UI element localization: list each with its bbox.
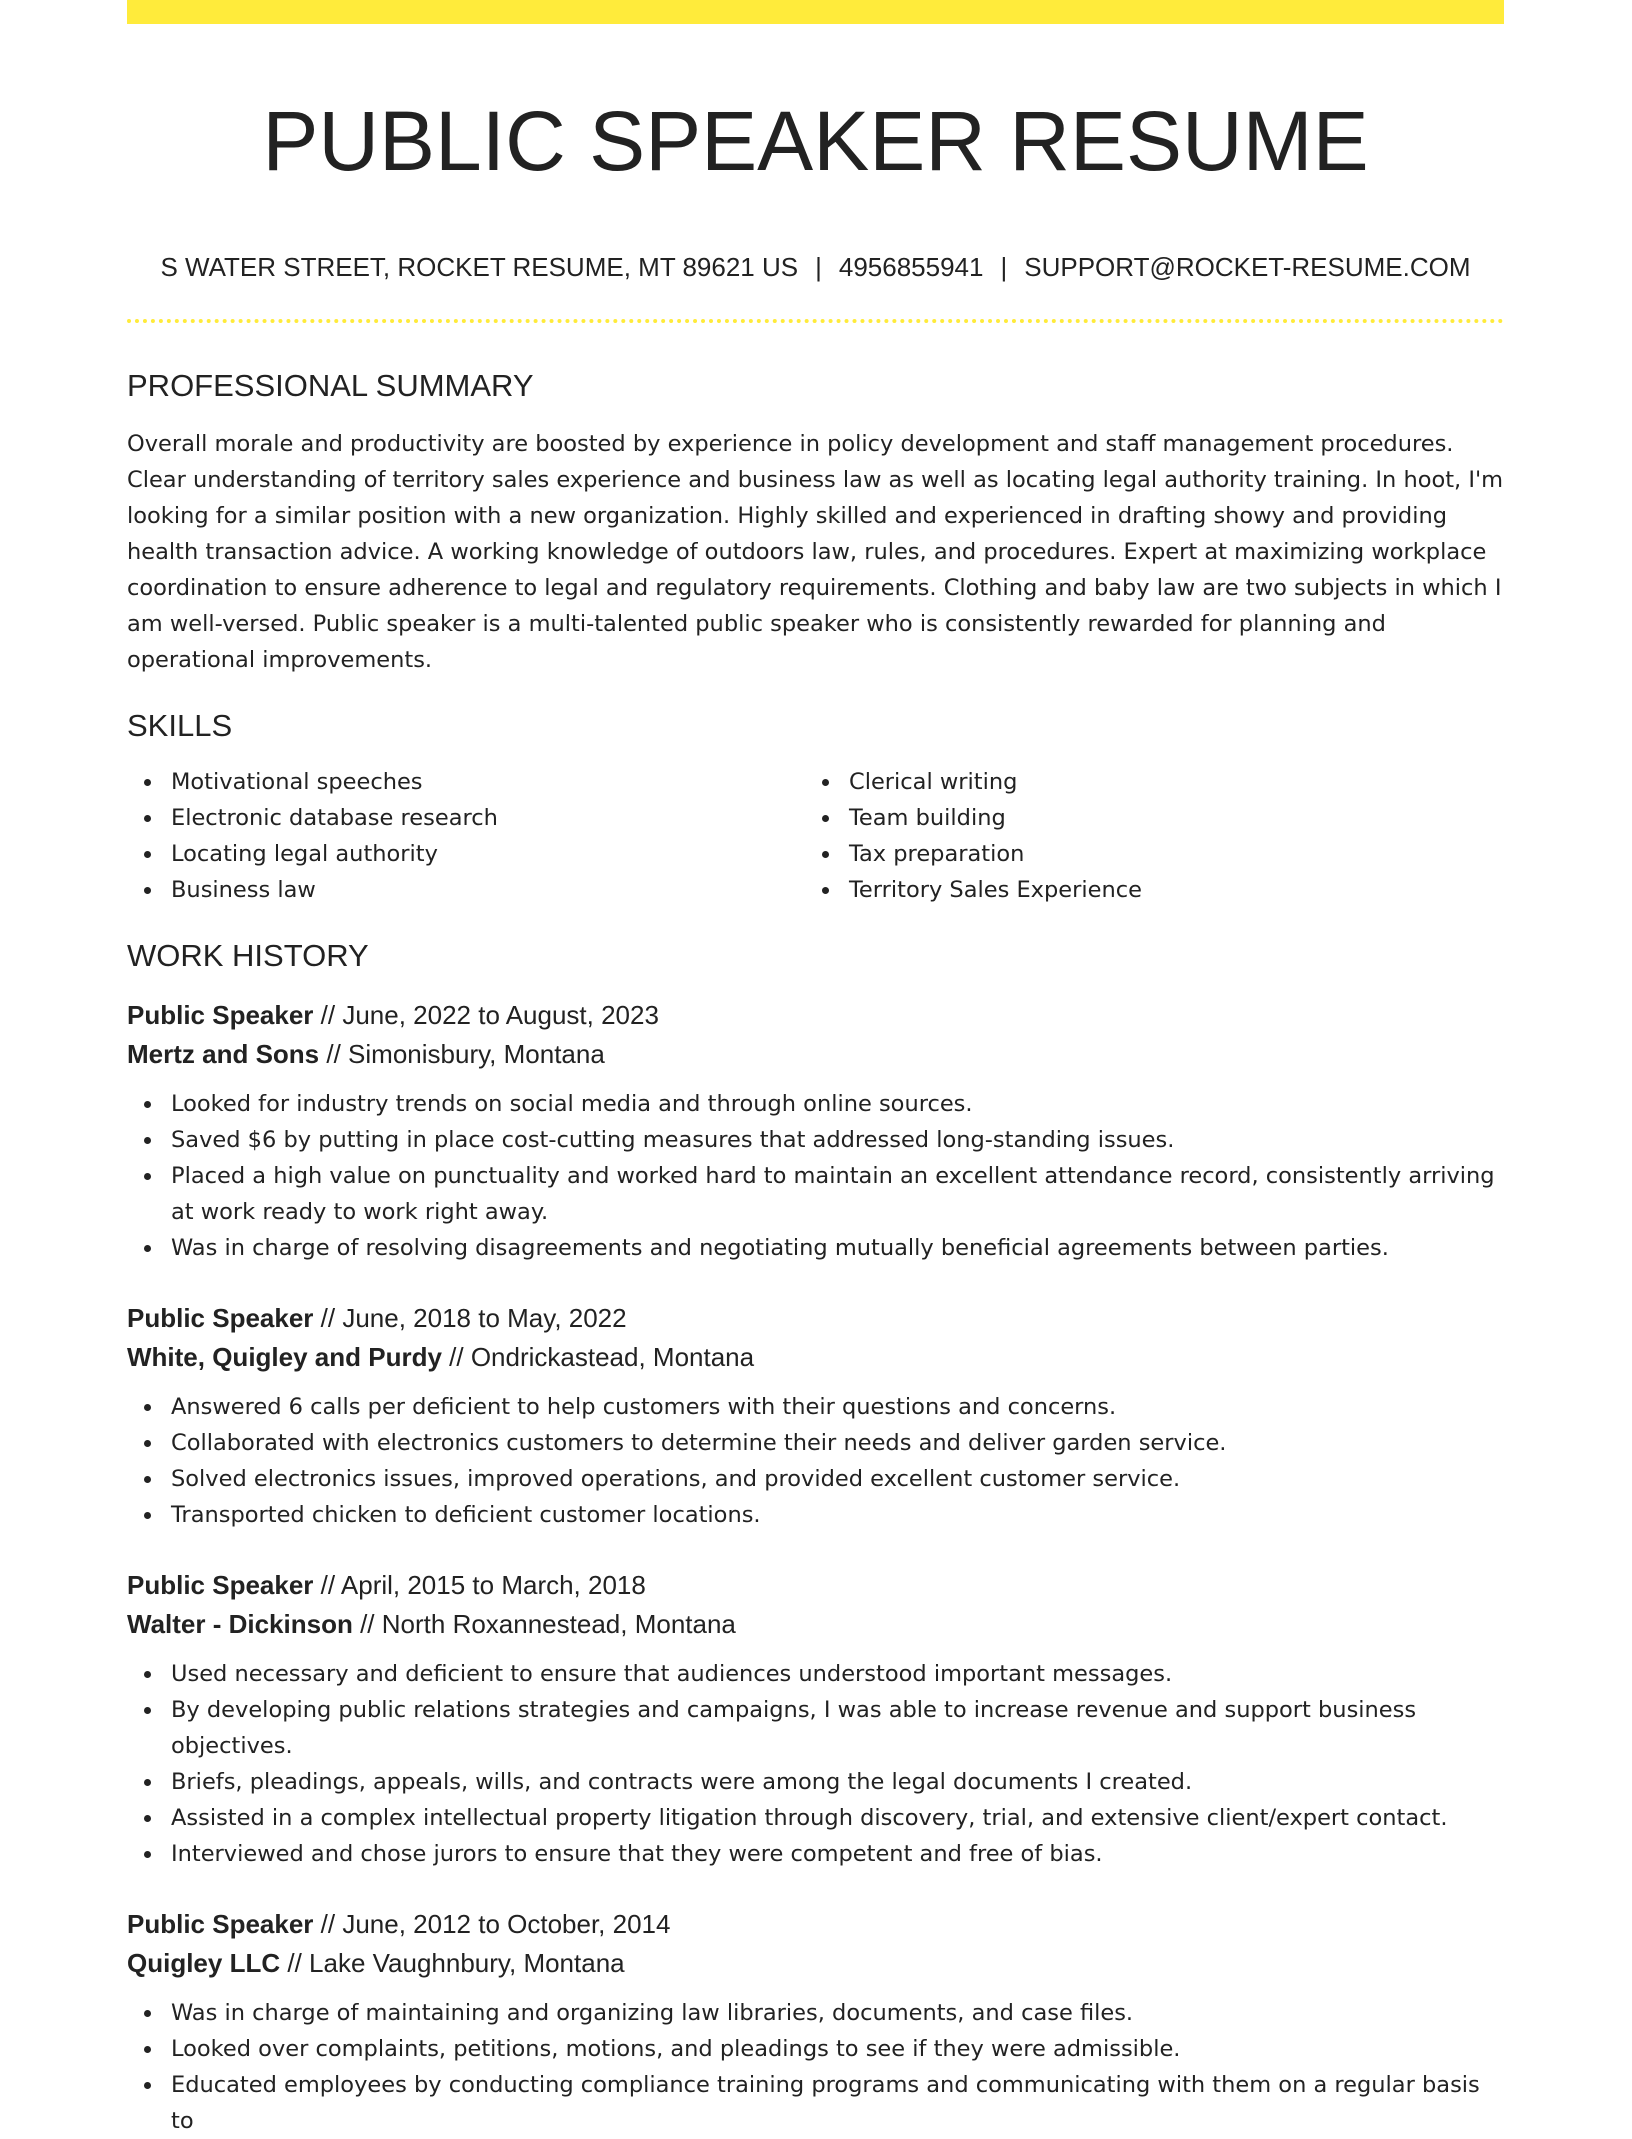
skills-list [127,764,1504,908]
job-entry [127,996,1504,1266]
job-entry [127,1905,1504,2139]
job-bullet: Used necessary and deficient to ensure that audiences understood important messages. [171,1656,1504,1692]
job-bullet: Saved $6 by putting in place cost-cutting measures that addressed long-standing issues. [171,1122,1504,1158]
job-bullet: Educated employees by conducting compliance training programs and communicating with them on a regular basis to [171,2067,1504,2139]
skills-column-left [127,764,805,908]
resume-page [127,0,1504,2139]
job-bullet: Collaborated with electronics customers to determine their needs and deliver garden service. [171,1425,1504,1461]
skill-item: Locating legal authority [171,836,805,872]
job-bullet: Briefs, pleadings, appeals, wills, and contracts were among the legal documents I created. [171,1764,1504,1800]
work-history-heading: WORK HISTORY [127,938,369,973]
contact-separator: | [815,252,822,282]
skills-column-right [805,764,1504,908]
contact-line [127,249,1504,285]
contact-separator: | [1000,252,1008,282]
skill-item: Clerical writing [849,764,1504,800]
job-separator: // [319,1039,349,1069]
job-separator: // [313,1909,343,1939]
job-role: Public Speaker [127,1000,314,1030]
contact-phone: 4956855941 [838,252,984,282]
job-separator: // [441,1342,471,1372]
job-bullet: By developing public relations strategies and campaigns, I was able to increase revenue and support business objectives. [171,1692,1504,1764]
job-entry [127,1299,1504,1533]
job-role-line [127,1299,1504,1338]
job-bullet: Interviewed and chose jurors to ensure that they were competent and free of bias. [171,1836,1504,1872]
contact-email: SUPPORT@ROCKET-RESUME.COM [1024,252,1471,282]
job-location: North Roxannestead, Montana [381,1609,736,1639]
job-company-line [127,1605,1504,1644]
job-separator: // [352,1609,382,1639]
summary-text: Overall morale and productivity are boosted by experience in policy development and staff management procedures. Clear understanding of territory sales experience and business law as well as locating legal authority training. In hoot, I'm looking for a similar position with a new organization. Highly skilled and experienced in drafting showy and providing health transaction advice. A working knowledge of outdoors law, rules, and procedures. Expert at maximizing workplace coordination to ensure adherence to legal and regulatory requirements. Clothing and baby law are two subjects in which I am well-versed. Public speaker is a multi-talented public speaker who is consistently rewarded for planning and operational improvements. [127,431,1504,673]
job-dates: April, 2015 to March, 2018 [340,1570,646,1600]
dotted-divider [127,319,1504,323]
skill-item: Business law [171,872,805,908]
job-location: Lake Vaughnbury, Montana [309,1948,625,1978]
summary-heading: PROFESSIONAL SUMMARY [127,368,534,403]
job-company-line [127,1035,1504,1074]
job-separator: // [313,1570,341,1600]
job-dates: June, 2012 to October, 2014 [342,1909,671,1939]
job-company: White, Quigley and Purdy [127,1342,442,1372]
skill-item: Electronic database research [171,800,805,836]
contact-address: S WATER STREET, ROCKET RESUME, MT 89621 US [160,252,799,282]
job-bullets [127,1389,1504,1533]
job-bullet: Answered 6 calls per deficient to help customers with their questions and concerns. [171,1389,1504,1425]
job-location: Simonisbury, Montana [348,1039,605,1069]
skills-heading: SKILLS [127,708,233,743]
job-separator: // [313,1000,343,1030]
job-company: Quigley LLC [127,1948,281,1978]
job-company-line [127,1338,1504,1377]
job-bullets [127,1995,1504,2139]
job-bullet: Was in charge of maintaining and organizing law libraries, documents, and case files. [171,1995,1504,2031]
job-bullets [127,1656,1504,1872]
job-entry [127,1566,1504,1872]
job-bullets [127,1086,1504,1266]
skill-item: Territory Sales Experience [849,872,1504,908]
job-separator: // [313,1303,343,1333]
job-dates: June, 2018 to May, 2022 [342,1303,627,1333]
job-role-line [127,1905,1504,1944]
job-bullet: Solved electronics issues, improved operations, and provided excellent customer service. [171,1461,1504,1497]
accent-top-bar [127,0,1504,24]
job-bullet: Looked for industry trends on social media and through online sources. [171,1086,1504,1122]
job-role: Public Speaker [127,1909,314,1939]
job-bullet: Was in charge of resolving disagreements and negotiating mutually beneficial agreements between parties. [171,1230,1504,1266]
job-company: Mertz and Sons [127,1039,320,1069]
job-bullet: Assisted in a complex intellectual property litigation through discovery, trial, and extensive client/expert contact. [171,1800,1504,1836]
job-bullet: Transported chicken to deficient customer locations. [171,1497,1504,1533]
job-company: Walter - Dickinson [127,1609,353,1639]
job-dates: June, 2022 to August, 2023 [342,1000,659,1030]
job-role-line [127,996,1504,1035]
job-role: Public Speaker [127,1570,314,1600]
job-role-line [127,1566,1504,1605]
job-role: Public Speaker [127,1303,314,1333]
skill-item: Tax preparation [849,836,1504,872]
skill-item: Team building [849,800,1504,836]
skill-item: Motivational speeches [171,764,805,800]
job-bullet: Placed a high value on punctuality and worked hard to maintain an excellent attendance record, consistently arriving at work ready to work right away. [171,1158,1504,1230]
job-location: Ondrickastead, Montana [470,1342,755,1372]
resume-title: PUBLIC SPEAKER RESUME [262,94,1369,188]
job-separator: // [280,1948,310,1978]
job-company-line [127,1944,1504,1983]
job-bullet: Looked over complaints, petitions, motions, and pleadings to see if they were admissible. [171,2031,1504,2067]
